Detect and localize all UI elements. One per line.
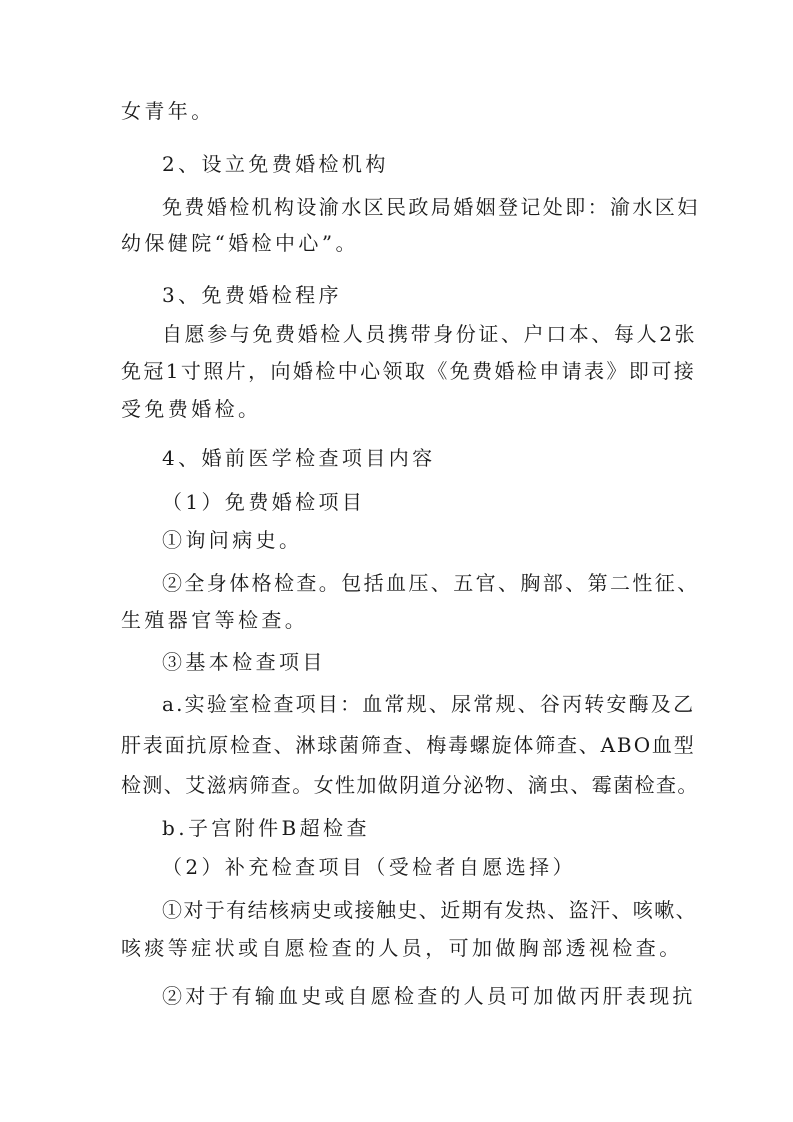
text-line-continuation: 女青年。 xyxy=(121,99,215,123)
list-item: ①询问病史。 xyxy=(162,528,303,552)
list-item: ②对于有输血史或自愿检查的人员可加做丙肝表现抗 xyxy=(162,984,696,1008)
section-heading-exam-items: 4、婚前医学检查项目内容 xyxy=(162,446,436,470)
list-item: b.子宫附件B超检查 xyxy=(162,816,370,840)
paragraph-line: 生殖器官等检查。 xyxy=(121,608,309,632)
paragraph-line: 受免费婚检。 xyxy=(121,397,262,421)
paragraph-line: 免冠1寸照片，向婚检中心领取《免费婚检申请表》即可接 xyxy=(121,359,697,383)
paragraph-line: 咳痰等症状或自愿检查的人员，可加做胸部透视检查。 xyxy=(121,936,683,960)
list-item: ①对于有结核病史或接触史、近期有发热、盗汗、咳嗽、 xyxy=(162,898,697,922)
section-heading-free-exam-institution: 2、设立免费婚检机构 xyxy=(162,152,389,176)
list-item: ③基本检查项目 xyxy=(162,650,326,674)
paragraph-line: 自愿参与免费婚检人员携带身份证、户口本、每人2张 xyxy=(162,322,698,346)
paragraph-line: 检测、艾滋病筛查。女性加做阴道分泌物、滴虫、霉菌检查。 xyxy=(121,773,699,797)
subsection-heading-free-exam-items: （1）免费婚检项目 xyxy=(162,490,366,514)
section-heading-free-exam-procedure: 3、免费婚检程序 xyxy=(162,283,342,307)
paragraph-line: 肝表面抗原检查、淋球菌筛查、梅毒螺旋体筛查、ABO血型 xyxy=(121,733,696,757)
list-item: a.实验室检查项目：血常规、尿常规、谷丙转安酶及乙 xyxy=(162,692,696,716)
subsection-heading-supplementary-items: （2）补充检查项目（受检者自愿选择） xyxy=(162,855,576,879)
paragraph-line: 幼保健院“婚检中心”。 xyxy=(121,231,359,255)
paragraph-line: 免费婚检机构设渝水区民政局婚姻登记处即：渝水区妇 xyxy=(162,195,700,219)
list-item: ②全身体格检查。包括血压、五官、胸部、第二性征、 xyxy=(162,571,700,595)
